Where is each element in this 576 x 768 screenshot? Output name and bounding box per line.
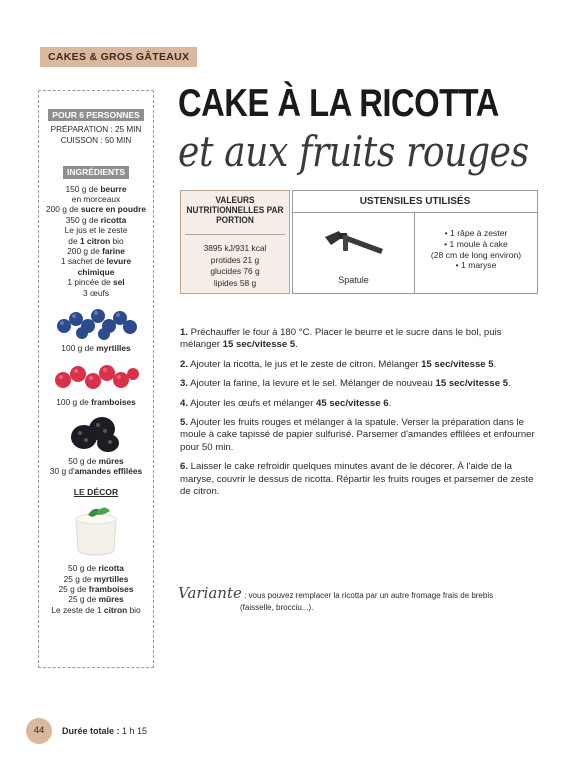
timing-info [39, 125, 153, 146]
recipe-steps [180, 327, 538, 505]
blackberries-label: 50 g de mûres [68, 455, 124, 466]
ingredient-item: 350 g de ricotta [65, 214, 127, 225]
decor-item: 25 g de mûres [68, 594, 124, 605]
recipe-sidebar [38, 90, 154, 668]
spatula-icon [319, 221, 389, 267]
blueberries-image [52, 304, 140, 340]
nutrition-energy: 3895 kJ/931 kcal [203, 243, 267, 253]
nutrition-proteins: protides 21 g [210, 254, 260, 265]
tool-cell [293, 213, 415, 294]
nutrition-header: VALEURS NUTRITIONNELLES PAR PORTION [185, 191, 284, 235]
category-tag: CAKES & GROS GÂTEAUX [40, 47, 197, 67]
step-1: 1. Préchauffer le four à 180 °C. Placer le beurre et le sucre dans le bol, puis mélanger 15 sec/vitesse 5. [180, 327, 502, 351]
tool-item: • 1 moule à cake [444, 238, 508, 249]
decor-item: 50 g de ricotta [68, 563, 124, 574]
tool-label: Spatule [338, 275, 369, 285]
ingredient-item: de 1 citron bio [68, 235, 124, 246]
raspberries-label: 100 g de framboises [56, 396, 136, 407]
tools-list [415, 213, 537, 294]
raspberries-image [51, 360, 141, 394]
recipe-title: CAKE À LA RICOTTA [178, 82, 499, 125]
servings-badge: POUR 6 PERSONNES [48, 109, 143, 121]
decor-item: Le zeste de 1 citron bio [51, 604, 141, 615]
cook-time: CUISSON : 50 MIN [60, 135, 132, 145]
decor-list [39, 563, 153, 615]
tools-header: USTENSILES UTILISÉS [293, 191, 537, 213]
recipe-subtitle: et aux fruits rouges [178, 127, 529, 176]
tools-table [292, 190, 538, 294]
step-5: 5. Ajouter les fruits rouges et mélanger à la spatule. Verser la préparation dans le moule à cake tapissé de papier sulfurisé. Parsemer d'amandes effilées et enfourner pour 50 min. [180, 417, 535, 453]
nutrition-fats: lipides 58 g [213, 277, 257, 288]
tool-item: (28 cm de long environ) [430, 249, 522, 260]
step-6: 6. Laisser le cake refroidir quelques minutes avant de le décorer. À l'aide de la maryse, couvrir le dessus de ricotta. Répartir les fruits rouges et parsemer de zeste de citron. [180, 461, 534, 498]
ingredient-item: 200 g de farine [67, 246, 125, 257]
almonds-label: 30 g d'amandes effilées [49, 466, 143, 477]
variant-note [178, 584, 538, 613]
blackberries-image [68, 413, 124, 453]
step-2: 2. Ajouter la ricotta, le jus et le zeste de citron. Mélanger 15 sec/vitesse 5. [180, 358, 497, 370]
ingredient-item: 200 g de sucre en poudre [45, 204, 147, 215]
variant-label: Variante [178, 584, 242, 602]
variant-text-2: (faisselle, brocciu...). [240, 603, 314, 612]
step-4: 4. Ajouter les œufs et mélanger 45 sec/vitesse 6. [180, 397, 392, 409]
ingredients-badge: INGRÉDIENTS [63, 166, 129, 178]
ingredient-item: 1 pincée de sel [67, 277, 125, 288]
tool-item: • 1 maryse [455, 260, 497, 271]
ingredient-item: Le jus et le zeste [64, 225, 128, 236]
blueberries-label: 100 g de myrtilles [61, 343, 131, 354]
decor-item: 25 g de myrtilles [63, 573, 129, 584]
decor-item: 25 g de framboises [58, 583, 134, 594]
tool-item: • 1 râpe à zester [444, 228, 508, 238]
nutrition-carbs: glucides 76 g [210, 266, 260, 276]
page-number: 44 [26, 718, 52, 744]
ingredient-item: 150 g de beurre [65, 183, 127, 194]
prep-time: PRÉPARATION : 25 MIN [50, 125, 142, 135]
ingredient-item: chimique [77, 266, 115, 277]
nutrition-values [181, 235, 289, 289]
ingredient-item: 3 œufs [82, 287, 110, 298]
ingredient-list [39, 184, 153, 298]
step-3: 3. Ajouter la farine, la levure et le sel. Mélanger de nouveau 15 sec/vitesse 5. [180, 378, 511, 390]
decor-heading: LE DÉCOR [73, 486, 119, 497]
variant-text: : vous pouvez remplacer la ricotta par un autre fromage frais de brebis [241, 591, 494, 600]
total-time: Durée totale : 1 h 15 [62, 726, 148, 736]
nutrition-table [180, 190, 290, 294]
ingredient-item: 1 sachet de levure [60, 256, 132, 267]
ricotta-image [68, 503, 124, 557]
ingredient-item: en morceaux [71, 194, 121, 205]
